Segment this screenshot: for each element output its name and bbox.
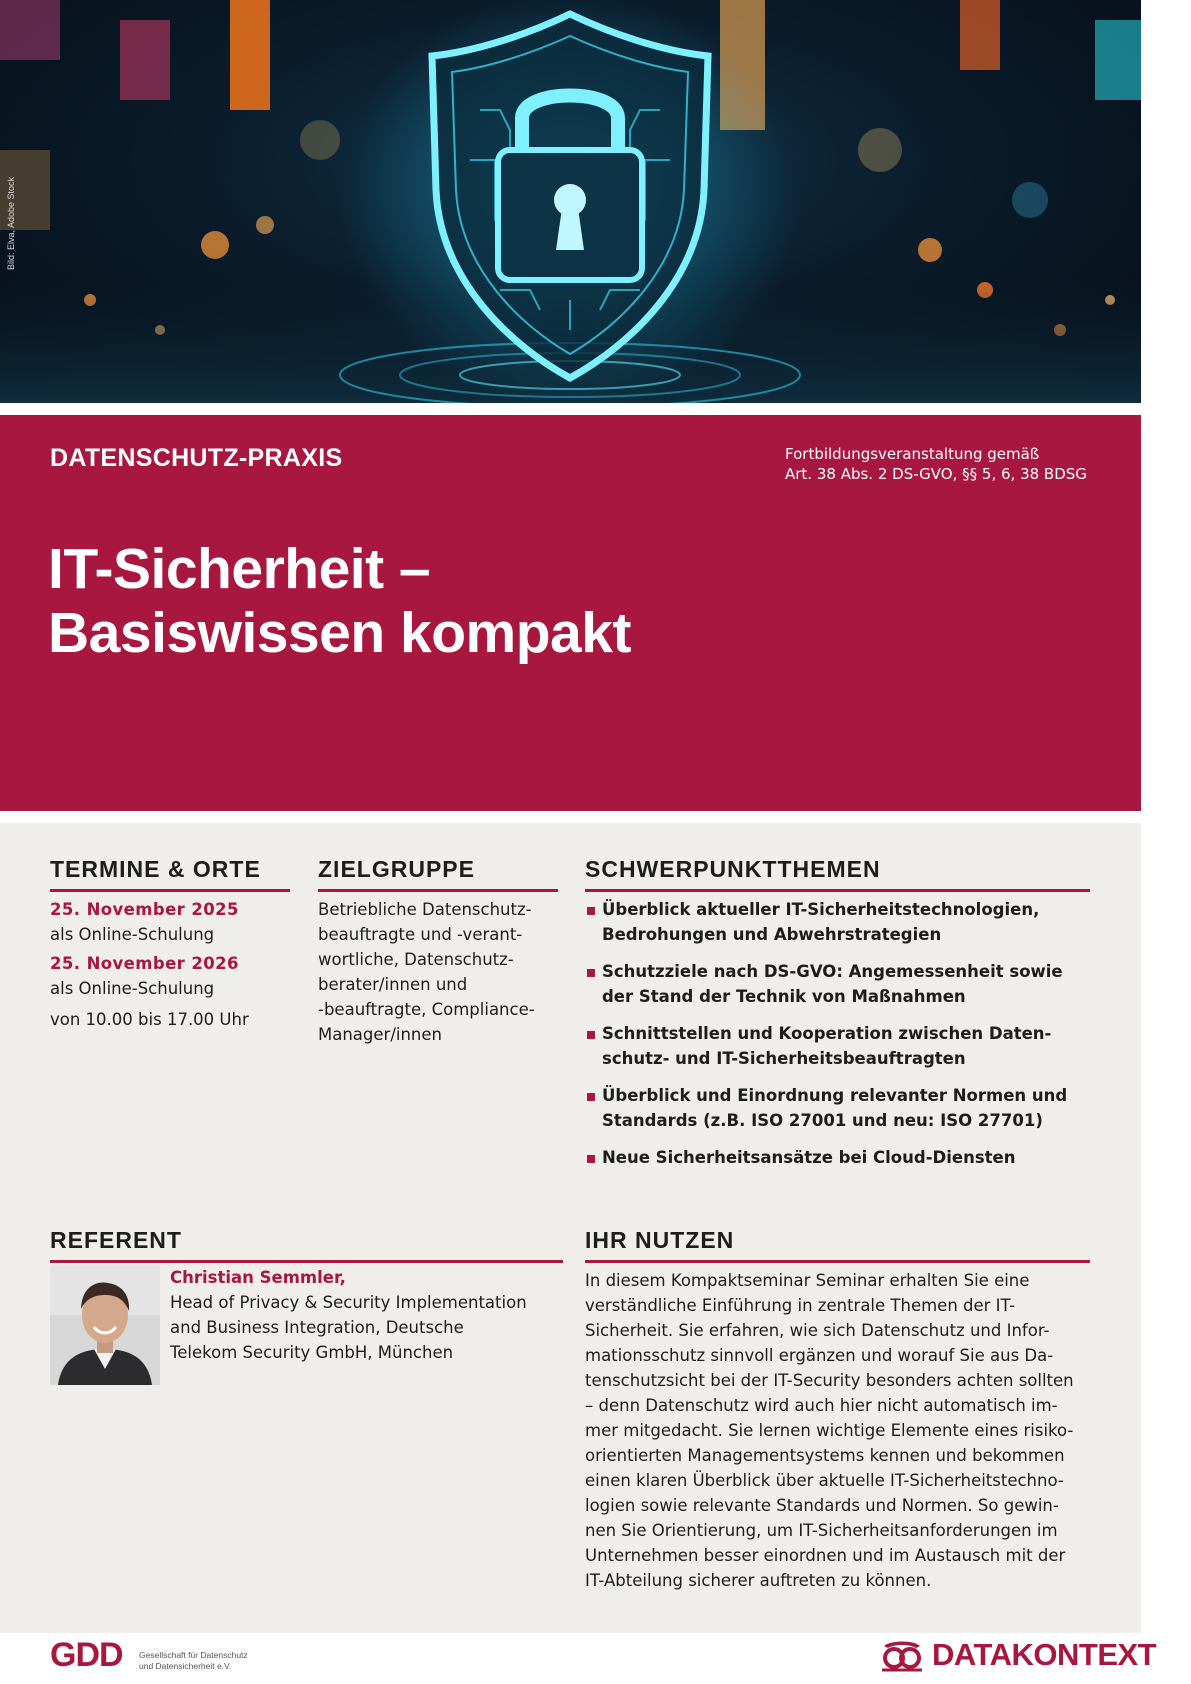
datakontext-wordmark: DATAKONTEXT [932,1637,1157,1672]
format-2: als Online-Schulung [50,979,215,998]
text-line: mer mitgedacht. Sie lernen wichtige Elemente eines risiko- [585,1421,1074,1440]
list-item [585,959,1090,1009]
bullet-square-icon [587,969,595,977]
list-item [585,1083,1090,1133]
gdd-tagline-line: und Datensicherheit e.V. [139,1661,232,1671]
topic-line: schutz- und IT-Sicherheitsbeauftragten [602,1049,966,1068]
date-1: 25. November 2025 [50,900,239,919]
text-line: einen klaren Überblick über aktuelle IT-Sicherheitstechno- [585,1471,1064,1490]
topic-line: der Stand der Technik von Maßnahmen [602,987,966,1006]
text-line: Manager/innen [318,1025,442,1044]
title-line: IT-Sicherheit – [48,537,431,601]
page-title [48,537,631,665]
topic-line: Schutzziele nach DS-GVO: Angemessenheit sowie [602,962,1063,981]
bullet-square-icon [587,907,595,915]
certification-line: Art. 38 Abs. 2 DS-GVO, §§ 5, 6, 38 BDSG [785,465,1087,483]
bullet-square-icon [587,1031,595,1039]
certification-note [785,444,1087,484]
datakontext-logo [880,1637,1156,1673]
gdd-tagline-line: Gesellschaft für Datenschutz [139,1650,248,1660]
text-line: -beauftragte, Compliance- [318,1000,535,1019]
text-line: Betriebliche Datenschutz- [318,900,532,919]
list-item [585,1021,1090,1071]
format-1: als Online-Schulung [50,925,215,944]
topic-line: Standards (z.B. ISO 27001 und neu: ISO 27701) [602,1111,1043,1130]
text-line: Unternehmen besser einordnen und im Austausch mit der [585,1546,1066,1565]
speaker-line: and Business Integration, Deutsche [170,1318,464,1337]
zielgruppe-text [318,897,563,1047]
termine-list [50,897,290,1032]
topic-line: Überblick aktueller IT-Sicherheitstechnologien, [602,900,1040,919]
text-line: wortliche, Datenschutz- [318,950,514,969]
title-line: Basiswissen kompakt [48,601,631,665]
topic-line: Schnittstellen und Kooperation zwischen Daten- [602,1024,1052,1043]
gdd-tagline [139,1650,248,1672]
text-line: logien sowie relevante Standards und Normen. So gewin- [585,1496,1059,1515]
list-item [585,1145,1090,1170]
text-line: orientierten Managementsystems kennen und bekommen [585,1446,1065,1465]
text-line: mationsschutz sinnvoll ergänzen und worauf Sie aus Da- [585,1346,1054,1365]
bullet-square-icon [587,1155,595,1163]
schwerpunkte-heading: SCHWERPUNKTTHEMEN [585,856,1090,892]
text-line: IT-Abteilung sicherer auftreten zu können. [585,1571,932,1590]
hero-image [0,0,1141,403]
list-item [585,897,1090,947]
zielgruppe-heading: ZIELGRUPPE [318,856,558,892]
text-line: tenschutzsicht bei der IT-Security besonders achten sollten [585,1371,1074,1390]
text-line: Sicherheit. Sie erfahren, wie sich Datenschutz und Infor- [585,1321,1050,1340]
speaker-name: Christian Semmler, [170,1268,346,1287]
termine-heading: TERMINE & ORTE [50,856,290,892]
text-line: – denn Datenschutz wird auch hier nicht automatisch im- [585,1396,1058,1415]
date-2: 25. November 2026 [50,954,239,973]
text-line: nen Sie Orientierung, um IT-Sicherheitsanforderungen im [585,1521,1058,1540]
avatar [50,1265,160,1385]
speaker-portrait [50,1265,160,1385]
topic-line: Überblick und Einordnung relevanter Normen und [602,1086,1068,1105]
datakontext-mark-icon [880,1638,924,1672]
certification-line: Fortbildungsveranstaltung gemäß [785,445,1040,463]
speaker-line: Head of Privacy & Security Implementation [170,1293,527,1312]
time-range: von 10.00 bis 17.00 Uhr [50,1010,249,1029]
text-line: In diesem Kompaktseminar Seminar erhalten Sie eine [585,1271,1030,1290]
photo-credit: Bild: Elva, Adobe Stock [6,176,16,270]
speaker-line: Telekom Security GmbH, München [170,1343,454,1362]
series-label: DATENSCHUTZ-PRAXIS [50,444,343,472]
text-line: beauftragte und -verant- [318,925,523,944]
nutzen-text [585,1268,1095,1593]
gdd-logo: GDD [50,1636,123,1674]
text-line: verständliche Einführung in zentrale Themen der IT- [585,1296,1016,1315]
topic-line: Bedrohungen und Abwehrstrategien [602,925,942,944]
shield-lock-icon [0,0,1141,403]
text-line: berater/innen und [318,975,468,994]
bullet-square-icon [587,1093,595,1101]
nutzen-heading: IHR NUTZEN [585,1227,1090,1263]
referent-heading: REFERENT [50,1227,563,1263]
topic-line: Neue Sicherheitsansätze bei Cloud-Diensten [602,1148,1016,1167]
speaker-info [170,1265,570,1365]
topics-list [585,897,1090,1182]
